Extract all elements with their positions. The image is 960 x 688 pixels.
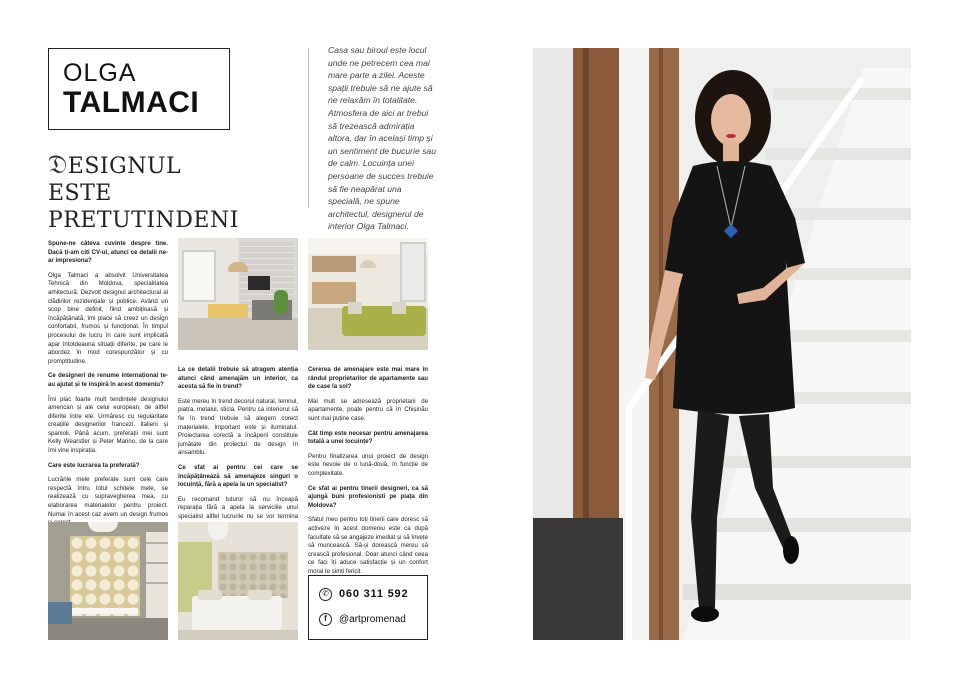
interior-photo-living-room [178, 238, 298, 350]
headline-text-1: ESIGNUL ESTE [48, 154, 182, 206]
interview-question: Spune-ne câteva cuvinte despre tine. Dacă ți-am citi CV-ul, atunci ce detalii ne-ar impresiona? [48, 240, 168, 265]
social-handle: @artpromenad [339, 613, 406, 625]
interview-answer: Olga Talmaci a absolvit Universitatea Tehnică din Moldova, specialitatea arhitectură. Dezvolt designul architectural al clădirilor rezidențiale și publice. Având un scop bine definit, fiind ambițioasă și încăpățânată, îmi place să creez un design confortabil, frumos și funcțional. În timpul procesului de lucru în care sunt implicată apar întotdeauna situații diferite, pe care le abordez în mod corespunzător și cu promptitudine. [48, 271, 168, 365]
interview-answer: Îmi plac foarte mult tendințele designului american și ale celui european, de altfel diferite între ele. Urmăresc cu regularitate creațiile designerilor francezi, italieni și spanioli. Până acum, preferații mei sunt Kelly Wearstler și Peter Marino, de la care îmi vine inspirația. [48, 395, 168, 455]
article-headline [48, 152, 238, 234]
portrait-illustration [533, 48, 911, 640]
phone-number: 060 311 592 [339, 588, 409, 600]
interview-question: Cererea de amenajare este mai mare în rândul proprietarilor de apartamente sau de case la sol? [308, 366, 428, 391]
interior-photo-kitchen [308, 238, 428, 350]
interview-answer: Mai mult se adresează proprietarii de apartamente, poate pentru că în Chișinău sunt mai puține case. [308, 397, 428, 422]
interview-answer: Este mereu în trend decorul natural, lemnul, piatra, metalul, sticla. Pentru ca interiorul să fie în trend trebuie să alegem corect materialele. Important este și iluminatul. Proiectarea corectă a încăperii constituie jumătate din proiectul de design în ansamblu. [178, 397, 298, 457]
interview-question: Care este lucrarea ta preferată? [48, 461, 140, 469]
interview-answer: Pentru finalizarea unui proiect de design este nevoie de o lună-două, în funcție de complexitate. [308, 452, 428, 477]
portrait-photo [533, 48, 911, 640]
interview-answer: Sfatul meu pentru toți tinerii care doresc să activeze în acest domeniu este ca după facultate să se angajeze imediat și să învețe să muncească. Să-și dorească mereu să crească profesional. Doar atunci când ceea ce faci îți aduce satisfacție și un confort moral te simți fericit. [308, 516, 428, 575]
interview-question: La ce detalii trebuie să atragem atenția atunci când amenajăm un interior, ca acesta să fie în trend? [178, 366, 298, 391]
article-column-3 [308, 366, 428, 582]
article-column-1 [48, 240, 168, 534]
first-name: OLGA [63, 59, 137, 87]
phone-icon: ✆ [319, 588, 332, 601]
facebook-icon: f [319, 613, 332, 626]
contact-phone-row [319, 584, 417, 604]
headline-line-1 [48, 152, 238, 207]
quote-divider [308, 48, 309, 208]
contact-box [308, 575, 428, 640]
interview-answer: Lucrările mele preferate sunt cele care respectă întru totul schițele mele, se realizează cu supravegherea mea, cu elaborarea materialelor pentru proiect. Numai în acest caz avem un design frumos [48, 476, 168, 518]
article-column-2 [178, 366, 298, 536]
drop-cap-ornament: 𝔇 [48, 150, 68, 180]
interview-question: Ce designeri de renume internațional te-au ajutat și te inspiră în acest domeniu? [48, 372, 168, 388]
contact-social-row [319, 609, 417, 629]
pull-quote: Casa sau biroul este locul unde ne petrecem cea mai mare parte a zilei. Aceste spații trebuie să ne ajute să ne relaxăm în totalitate. Atmosfera de aici ar trebui să trezească admirația altora, dar în același timp și un sentiment de bucurie sau de calm. Locuința unei persoane de succes trebuie să fie neapărat una specială, ne spune architectul, designerul de interior Olga Talmaci. [328, 45, 436, 232]
interview-answer: Eu recomand tuturor să nu înceapă reparația fără a apela la serviciile unui specialist altfel lucrurile nu se vor termina [178, 495, 298, 520]
interview-question: Ce sfat ai pentru tinerii designeri, ca să ajungă buni profesioniști pe piața din Moldova? [308, 484, 428, 509]
interview-question: Cât timp este necesar pentru amenajarea totală a unei locuințe? [308, 429, 428, 446]
interior-photo-bedroom [178, 522, 298, 640]
last-name: TALMACI [63, 86, 200, 119]
interview-question: Ce sfat ai pentru cei care se încăpățânează să amenajeze singuri o locuință, fără a apela la un specialist? [178, 463, 298, 489]
interior-photo-dining-room [48, 522, 168, 640]
name-box [48, 48, 230, 130]
headline-text-2: PRETUTINDENI [48, 208, 239, 233]
